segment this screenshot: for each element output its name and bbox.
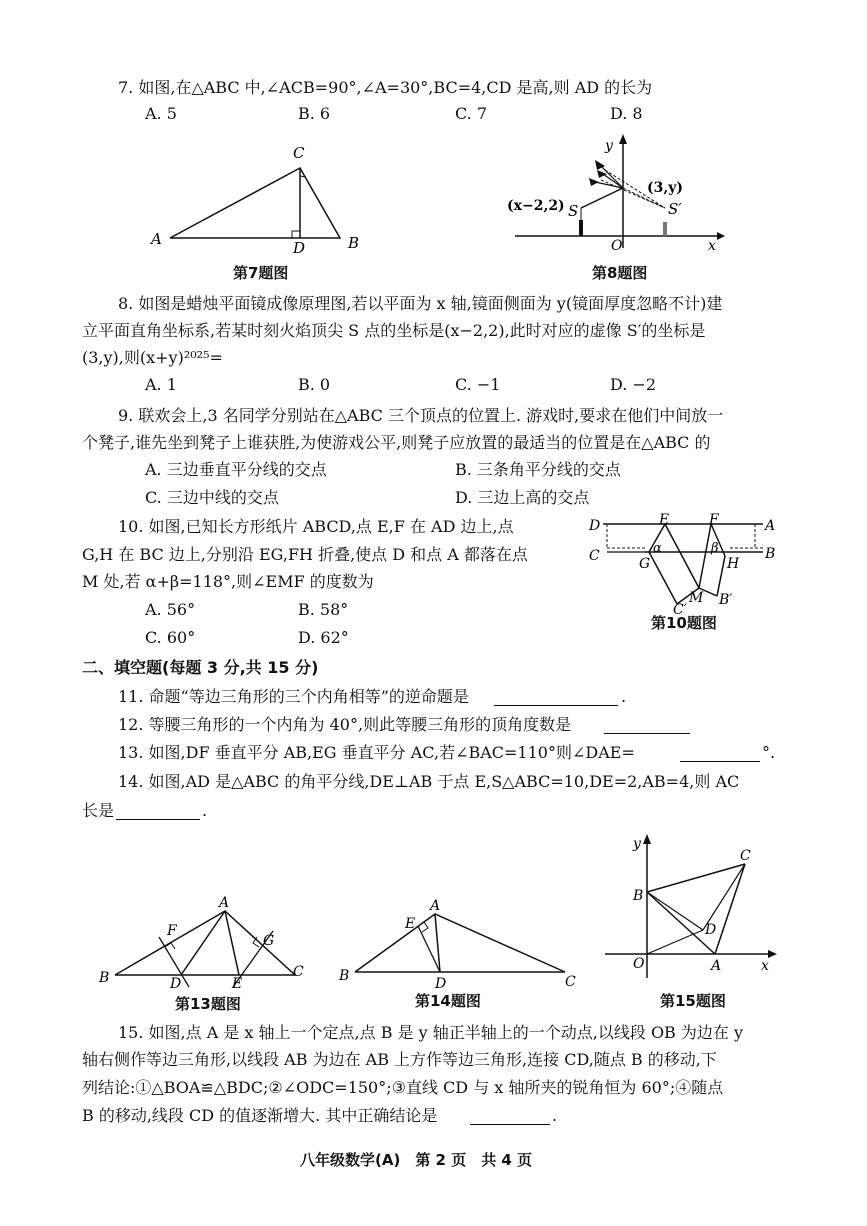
label-a: A (765, 518, 776, 534)
q10-line-1: 10. 如图,已知长方形纸片 ABCD,点 E,F 在 AD 边上,点 (118, 517, 514, 536)
label-a: A (219, 895, 230, 911)
label-b: B (339, 968, 350, 984)
label-a: A (151, 230, 162, 248)
label-c: C (293, 144, 305, 162)
label-c: C (293, 964, 304, 980)
q10-line-3: M 处,若 α+β=118°,则∠EMF 的度数为 (82, 572, 374, 591)
q10-option-b: B. 58° (298, 600, 349, 619)
label-c: C (565, 974, 576, 990)
caption-q14: 第14题图 (415, 992, 481, 1010)
label-c: C (589, 548, 600, 564)
q10-option-c: C. 60° (145, 628, 196, 647)
section-2-heading: 二、填空题(每题 3 分,共 15 分) (82, 658, 319, 677)
label-a: A (430, 898, 441, 914)
label-e: E (405, 916, 416, 932)
q9-line-1: 9. 联欢会上,3 名同学分别站在△ABC 三个顶点的位置上. 游戏时,要求在他们中间放一 (118, 406, 724, 425)
label-g: G (263, 933, 275, 949)
label-d: D (293, 239, 306, 255)
q7-stem: 7. 如图,在△ABC 中,∠ACB=90°,∠A=30°,BC=4,CD 是高,则 AD 的长为 (118, 78, 653, 97)
q8-option-a: A. 1 (145, 375, 177, 394)
q15-line-2: 轴右侧作等边三角形,以线段 AB 为边在 AB 上方作等边三角形,连接 CD,随点 B 的移动,下 (82, 1050, 717, 1069)
q15-period: . (552, 1106, 558, 1125)
caption-q8: 第8题图 (592, 264, 648, 282)
label-m: M (689, 590, 704, 606)
q7-option-c: C. 7 (455, 104, 488, 123)
label-x-axis: x (708, 238, 716, 254)
label-g: G (639, 556, 651, 572)
label-s-prime-coord: (3,y) (647, 180, 683, 196)
figure-q15 (605, 828, 785, 988)
figure-q10 (585, 512, 780, 614)
q8-line-1: 8. 如图是蜡烛平面镜成像原理图,若以平面为 x 轴,镜面侧面为 y(镜面厚度忽略不计)建 (118, 294, 723, 313)
label-f: F (709, 512, 719, 528)
q9-option-c: C. 三边中线的交点 (145, 488, 279, 507)
q11-period: . (621, 687, 627, 706)
label-b-prime: B′ (719, 592, 733, 608)
q14-line-1: 14. 如图,AD 是△ABC 的角平分线,DE⊥AB 于点 E,S△ABC=10,DE=2,AB=4,则 AC (118, 772, 740, 791)
label-e: E (659, 512, 670, 528)
q13-stem: 13. 如图,DF 垂直平分 AB,EG 垂直平分 AC,若∠BAC=110°则∠DAE= (118, 743, 635, 762)
q15-line-3: 列结论:①△BOA≌△BDC;②∠ODC=150°;③直线 CD 与 x 轴所夹的锐角恒为 60°;④随点 (82, 1078, 724, 1097)
q10-line-2: G,H 在 BC 边上,分别沿 EG,FH 折叠,使点 D 和点 A 都落在点 (82, 545, 528, 564)
label-x-axis: x (761, 958, 769, 974)
label-s: S (568, 202, 579, 220)
label-b: B (765, 546, 776, 562)
caption-q7: 第7题图 (233, 264, 289, 282)
label-d: D (705, 922, 717, 938)
q12-answer-blank (604, 733, 690, 734)
q14-line-2: 长是 (82, 801, 115, 820)
label-d: D (435, 976, 447, 990)
label-b: B (348, 234, 360, 252)
q7-option-d: D. 8 (610, 104, 643, 123)
q11-answer-blank (494, 705, 618, 706)
label-origin: O (633, 956, 645, 972)
label-b: B (99, 970, 110, 986)
q7-option-b: B. 6 (298, 104, 331, 123)
label-a: A (711, 958, 722, 974)
label-beta: β (711, 541, 719, 556)
q9-line-2: 个凳子,谁先坐到凳子上谁获胜,为使游戏公平,则凳子应放置的最适当的位置是在△ABC 的 (82, 433, 711, 452)
figure-q14 (335, 898, 585, 990)
label-alpha: α (653, 541, 662, 556)
label-h: H (727, 556, 740, 572)
label-s-coord: (x−2,2) (507, 198, 565, 214)
q8-option-b: B. 0 (298, 375, 331, 394)
label-c: C (740, 848, 751, 864)
caption-q10: 第10题图 (651, 614, 717, 632)
q15-line-1: 15. 如图,点 A 是 x 轴上一个定点,点 B 是 y 轴正半轴上的一个动点,以线段 OB 为边在 y (118, 1023, 744, 1042)
label-d: D (589, 518, 601, 534)
q7-option-a: A. 5 (145, 104, 177, 123)
q15-answer-blank (470, 1124, 550, 1125)
q8-line-2: 立平面直角坐标系,若某时刻火焰顶尖 S 点的坐标是(x−2,2),此时对应的虚像 S′的坐标是 (82, 321, 706, 340)
q10-option-d: D. 62° (298, 628, 349, 647)
label-y-axis: y (605, 138, 613, 154)
q14-answer-blank (116, 819, 200, 820)
label-d: D (170, 976, 182, 990)
page-footer: 八年级数学(A) 第 2 页 共 4 页 (300, 1151, 533, 1169)
label-b: B (633, 888, 644, 904)
q14-period: . (202, 801, 208, 820)
q10-option-a: A. 56° (145, 600, 196, 619)
figure-q8 (505, 130, 730, 260)
q8-option-d: D. −2 (610, 375, 657, 394)
q13-suffix: °. (762, 743, 776, 762)
q11-stem: 11. 命题“等边三角形的三个内角相等”的逆命题是 (118, 687, 469, 706)
q13-answer-blank (680, 761, 760, 762)
label-s-prime: S′ (668, 200, 682, 218)
q9-option-a: A. 三边垂直平分线的交点 (145, 460, 327, 479)
label-f: F (167, 923, 177, 939)
q15-line-4: B 的移动,线段 CD 的值逐渐增大. 其中正确结论是 (82, 1106, 438, 1125)
caption-q13: 第13题图 (175, 995, 241, 1013)
label-c-prime: C′ (673, 602, 687, 614)
q12-stem: 12. 等腰三角形的一个内角为 40°,则此等腰三角形的顶角度数是 (118, 715, 572, 734)
figure-q7 (145, 140, 375, 255)
q9-option-b: B. 三条角平分线的交点 (455, 460, 621, 479)
caption-q15: 第15题图 (660, 992, 726, 1010)
q8-line-3: (3,y),则(x+y)²⁰²⁵= (82, 348, 223, 367)
label-y-axis: y (633, 836, 641, 852)
label-origin: O (611, 238, 623, 254)
figure-q13 (95, 895, 320, 990)
q8-option-c: C. −1 (455, 375, 501, 394)
label-e: E (232, 976, 243, 990)
q9-option-d: D. 三边上高的交点 (455, 488, 590, 507)
